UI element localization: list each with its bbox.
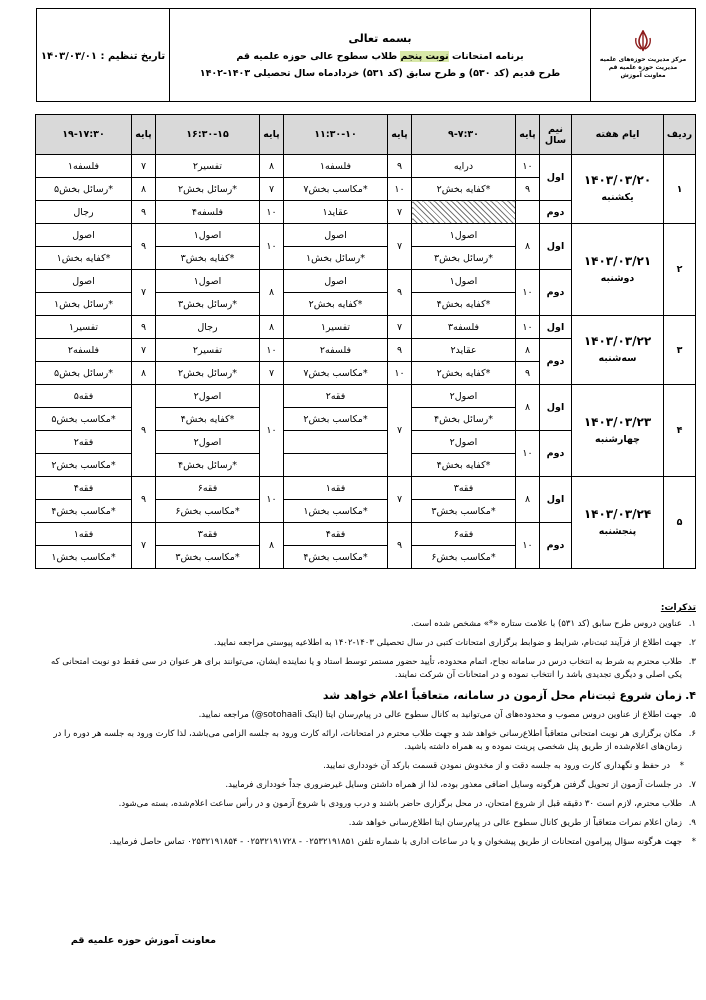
col-slot4: ۱۹-۱۷:۳۰ — [36, 115, 132, 155]
program-subtitle: طرح قدیم (کد ۵۳۰) و طرح سابق (کد ۵۳۱) خردادماه سال تحصیلی ۱۴۰۳-۱۴۰۲ — [199, 67, 561, 79]
paye-cell: ۷ — [132, 270, 156, 316]
note-text: جهت اطلاع از عناوین دروس مصوب و محدوده‌های آن می‌توانید به کانال سطوح عالی در پیام‌رسان ایتا (ایتک sotohaali@) مراجعه نمایید. — [198, 710, 682, 720]
paye-cell — [516, 201, 540, 224]
note-number: ۴. — [685, 689, 696, 702]
subject-cell: *رسائل بخش۱ — [284, 247, 388, 270]
paye-cell: ۹ — [516, 362, 540, 385]
note-bullet: * — [691, 837, 696, 847]
note-item — [36, 798, 696, 811]
note-item — [36, 637, 696, 650]
col-half: نیم سال — [540, 115, 572, 155]
subject-cell: *رسائل بخش۱ — [36, 293, 132, 316]
subject-cell: اصول۱ — [156, 224, 260, 247]
note-subitem — [36, 760, 696, 773]
note-item — [36, 709, 696, 722]
note-item-highlight — [36, 688, 696, 703]
col-paye: پایه — [388, 115, 412, 155]
half-label: اول — [540, 155, 572, 201]
date-label: تاریخ تنظیم : — [96, 50, 166, 62]
subject-cell: *مکاسب بخش۶ — [156, 500, 260, 523]
subject-cell: فلسفه۴ — [156, 201, 260, 224]
paye-cell: ۷ — [132, 339, 156, 362]
paye-cell: ۹ — [132, 477, 156, 523]
note-number: ۱. — [688, 619, 696, 629]
subject-cell: *رسائل بخش۲ — [156, 362, 260, 385]
subject-cell: *کفایه بخش۲ — [412, 178, 516, 201]
subject-cell: اصول۱ — [412, 270, 516, 293]
paye-cell: ۹ — [132, 316, 156, 339]
paye-cell: ۸ — [260, 523, 284, 569]
subject-cell: *رسائل بخش۴ — [156, 454, 260, 477]
program-title-pre: برنامه امتحانات — [448, 50, 524, 62]
note-item — [36, 728, 696, 754]
subject-cell: *مکاسب بخش۱ — [36, 546, 132, 569]
day-cell — [572, 477, 664, 569]
note-item — [36, 779, 696, 792]
paye-cell: ۷ — [388, 385, 412, 477]
note-text: مکان برگزاری هر نوبت امتحانی متعاقباً اطلاع‌رسانی خواهد شد و جهت طلاب محترم در امتحانات، ارائه کارت ورود به جلسه الزامی می‌باشد، لذا کارت ورود به جلسه هر دوره را در زمان‌های اعلام‌شده از طریق پنل شخصی پرینت نموده و به همراه داشته باشید. — [53, 729, 682, 752]
subject-cell: رجال — [36, 201, 132, 224]
subject-cell: اصول — [284, 270, 388, 293]
note-number: ۸. — [688, 799, 696, 809]
paye-cell: ۱۰ — [260, 477, 284, 523]
paye-cell: ۹ — [388, 339, 412, 362]
note-text: جهت هرگونه سؤال پیرامون امتحانات از طریق پیشخوان و یا در ساعات اداری با شماره تلفن ۰۲۵۳۲۱۹۱۸۵۱ - ۰۲۵۳۲۱۹۱۷۲۸ - ۰۲۵۳۲۱۹۱۸۵۴ تماس حاصل فرمایید. — [109, 837, 682, 847]
paye-cell: ۷ — [132, 155, 156, 178]
subject-cell: *مکاسب بخش۱ — [284, 500, 388, 523]
day-cell — [572, 155, 664, 224]
subject-cell: اصول۱ — [156, 270, 260, 293]
table-row — [36, 385, 696, 408]
paye-cell: ۱۰ — [388, 178, 412, 201]
paye-cell: ۷ — [388, 316, 412, 339]
paye-cell: ۷ — [388, 224, 412, 270]
day-weekday: چهارشنبه — [594, 433, 640, 445]
subject-cell: *مکاسب بخش۴ — [284, 546, 388, 569]
paye-cell: ۷ — [260, 362, 284, 385]
table-row — [36, 224, 696, 247]
col-day: ایام هفته — [572, 115, 664, 155]
col-row: ردیف — [664, 115, 696, 155]
paye-cell: ۹ — [388, 523, 412, 569]
paye-cell: ۸ — [516, 385, 540, 431]
paye-cell: ۱۰ — [260, 201, 284, 224]
logo-line-3: معاونت آموزش — [620, 72, 666, 79]
subject-cell: فقه۳ — [156, 523, 260, 546]
subject-cell: فلسفه۱ — [36, 155, 132, 178]
paye-cell: ۸ — [132, 362, 156, 385]
date-box — [37, 9, 170, 101]
paye-cell: ۷ — [132, 523, 156, 569]
notes-section — [36, 602, 696, 946]
subject-cell: تفسیر۱ — [36, 316, 132, 339]
table-row — [36, 155, 696, 178]
subject-cell: *کفایه بخش۴ — [412, 454, 516, 477]
subject-cell: *رسائل بخش۴ — [412, 408, 516, 431]
paye-cell: ۱۰ — [516, 316, 540, 339]
subject-cell: *کفایه بخش۲ — [284, 293, 388, 316]
paye-cell: ۱۰ — [516, 155, 540, 178]
subject-cell: *رسائل بخش۵ — [36, 178, 132, 201]
note-number: ۳. — [688, 657, 696, 667]
half-label: اول — [540, 224, 572, 270]
subject-cell: *مکاسب بخش۲ — [36, 454, 132, 477]
exam-schedule — [36, 114, 696, 569]
day-weekday: یکشنبه — [601, 192, 634, 203]
schedule-table — [35, 114, 696, 569]
signature: معاونت آموزش حوزه علمیه قم — [70, 935, 216, 946]
program-title-highlight: نوبت پنجم — [400, 50, 449, 62]
paye-cell: ۹ — [388, 270, 412, 316]
subject-cell: تفسیر۱ — [284, 316, 388, 339]
day-cell — [572, 316, 664, 385]
subject-cell: *رسائل بخش۳ — [156, 293, 260, 316]
day-date: ۱۴۰۳/۰۳/۲۳ — [583, 414, 652, 429]
header-row — [36, 115, 696, 155]
subject-cell: اصول — [36, 270, 132, 293]
half-label: دوم — [540, 201, 572, 224]
note-text: در حفظ و نگهداری کارت ورود به جلسه دقت و از مخدوش نمودن قسمت بارکد آن خودداری نمایید. — [323, 761, 670, 771]
note-number: ۹. — [688, 818, 696, 828]
subject-cell: فقه۱ — [284, 477, 388, 500]
note-item — [36, 817, 696, 830]
subject-cell: فقه۶ — [156, 477, 260, 500]
day-weekday: دوشنبه — [600, 272, 635, 284]
row-number: ۵ — [664, 477, 696, 569]
subject-cell: *رسائل بخش۳ — [412, 247, 516, 270]
note-text: زمان شروع ثبت‌نام محل آزمون در سامانه، متعاقباً اعلام خواهد شد — [322, 689, 682, 702]
subject-cell: *کفایه بخش۳ — [156, 247, 260, 270]
day-date: ۱۴۰۳/۰۳/۲۲ — [583, 334, 652, 348]
subject-cell: *مکاسب بخش۷ — [284, 362, 388, 385]
subject-cell: فقه۲ — [36, 431, 132, 454]
paye-cell: ۸ — [132, 178, 156, 201]
subject-cell: فلسفه۲ — [284, 339, 388, 362]
half-label: اول — [540, 477, 572, 523]
subject-cell: *رسائل بخش۲ — [156, 178, 260, 201]
subject-cell: فقه۴ — [36, 477, 132, 500]
day-weekday: پنجشنبه — [598, 525, 637, 537]
subject-cell: *کفایه بخش۱ — [36, 247, 132, 270]
day-cell — [572, 224, 664, 316]
notes-title: تذکرات: — [660, 603, 696, 613]
subject-cell: *کفایه بخش۲ — [412, 362, 516, 385]
row-number: ۴ — [664, 385, 696, 477]
subject-cell — [284, 431, 388, 454]
subject-cell: *مکاسب بخش۶ — [412, 546, 516, 569]
logo-line-2: مدیریت حوزه علمیه قم — [608, 64, 678, 71]
note-number: ۷. — [688, 780, 696, 790]
paye-cell: ۸ — [516, 339, 540, 362]
col-paye: پایه — [260, 115, 284, 155]
note-text: در جلسات آزمون از تحویل گرفتن هرگونه وسایل اضافی معذور بوده، لذا از همراه داشتن وسایل غیرضروری جداً خودداری فرمایید. — [225, 780, 682, 790]
note-item — [36, 656, 696, 682]
subject-cell: عقاید۱ — [284, 201, 388, 224]
subject-cell: رجال — [156, 316, 260, 339]
subject-cell: فقه۲ — [284, 385, 388, 408]
paye-cell: ۱۰ — [260, 224, 284, 270]
paye-cell: ۸ — [516, 224, 540, 270]
col-paye: پایه — [516, 115, 540, 155]
subject-cell: *مکاسب بخش۲ — [284, 408, 388, 431]
subject-cell: فلسفه۲ — [36, 339, 132, 362]
subject-cell: *رسائل بخش۵ — [36, 362, 132, 385]
paye-cell: ۸ — [260, 270, 284, 316]
subject-cell: *مکاسب بخش۴ — [36, 500, 132, 523]
emblem-icon — [633, 30, 653, 52]
subject-cell: *مکاسب بخش۳ — [156, 546, 260, 569]
paye-cell: ۸ — [516, 477, 540, 523]
paye-cell: ۸ — [260, 155, 284, 178]
subject-cell: تفسیر۲ — [156, 155, 260, 178]
issue-date — [41, 49, 165, 62]
page-title: بسمه تعالی — [348, 31, 412, 45]
program-title — [236, 51, 523, 62]
paye-cell: ۹ — [516, 178, 540, 201]
paye-cell: ۹ — [132, 201, 156, 224]
subject-cell: فلسفه۱ — [284, 155, 388, 178]
paye-cell: ۷ — [388, 201, 412, 224]
col-slot1: ۹-۷:۳۰ — [412, 115, 516, 155]
paye-cell: ۱۰ — [516, 523, 540, 569]
subject-cell: اصول۲ — [156, 385, 260, 408]
row-number: ۲ — [664, 224, 696, 316]
date-value: ۱۴۰۳/۰۳/۰۱ — [40, 50, 97, 62]
col-paye: پایه — [132, 115, 156, 155]
subject-cell: فقه۱ — [36, 523, 132, 546]
note-number: ۲. — [688, 638, 696, 648]
subject-cell: اصول۲ — [412, 385, 516, 408]
day-date: ۱۴۰۳/۰۳/۲۱ — [583, 253, 652, 268]
subject-cell: اصول — [284, 224, 388, 247]
note-number: ۶. — [688, 729, 696, 739]
half-label: اول — [540, 385, 572, 431]
subject-cell — [284, 454, 388, 477]
half-label: دوم — [540, 270, 572, 316]
subject-cell: تفسیر۲ — [156, 339, 260, 362]
subject-cell: *کفایه بخش۴ — [412, 293, 516, 316]
paye-cell: ۱۰ — [516, 431, 540, 477]
subject-cell: عقاید۲ — [412, 339, 516, 362]
paye-cell: ۹ — [132, 385, 156, 477]
note-text: طلاب محترم، لازم است ۳۰ دقیقه قبل از شروع امتحان، در محل برگزاری حاضر باشند و درب ورودی با شروع آزمون و در رأس ساعت اعلام‌شده، بسته می‌شود. — [118, 799, 682, 809]
subject-cell: فقه۵ — [36, 385, 132, 408]
subject-cell: درایه — [412, 155, 516, 178]
note-text: طلاب محترم به شرط به انتخاب درس در سامانه نجاح، اتمام محدوده، تأیید حضور مستمر توسط استاد و یا نماینده ایشان، می‌توانند برای هر عنوان در سی فقط دو نوبت امتحانی که یکی اصلی و دیگری تجدیدی باشد را انتخاب نموده و در امتحانات آن شرکت نمایند. — [50, 657, 682, 680]
table-row — [36, 316, 696, 339]
paye-cell: ۷ — [388, 477, 412, 523]
subject-cell: اصول۱ — [412, 224, 516, 247]
half-label: دوم — [540, 339, 572, 385]
subject-cell: *مکاسب بخش۷ — [284, 178, 388, 201]
note-text: عناوین دروس طرح سابق (کد ۵۳۱) با علامت ستاره «*» مشخص شده است. — [410, 619, 682, 629]
empty-hatched-cell — [412, 201, 516, 224]
paye-cell: ۷ — [260, 178, 284, 201]
logo-line-1: مرکز مدیریت حوزه‌های علمیه — [599, 56, 687, 63]
paye-cell: ۱۰ — [260, 339, 284, 362]
subject-cell: *مکاسب بخش۳ — [412, 500, 516, 523]
subject-cell: فلسفه۳ — [412, 316, 516, 339]
paye-cell: ۹ — [132, 224, 156, 270]
note-number: ۵. — [688, 710, 696, 720]
half-label: اول — [540, 316, 572, 339]
logo-box — [590, 9, 695, 101]
half-label: دوم — [540, 523, 572, 569]
day-date: ۱۴۰۳/۰۳/۲۰ — [583, 173, 652, 187]
note-item — [36, 836, 696, 849]
table-row — [36, 477, 696, 500]
subject-cell: فقه۴ — [284, 523, 388, 546]
row-number: ۱ — [664, 155, 696, 224]
day-cell — [572, 385, 664, 477]
note-item — [36, 618, 696, 631]
program-title-post: طلاب سطوح عالی حوزه علمیه قم — [236, 50, 401, 62]
subject-cell: اصول۲ — [156, 431, 260, 454]
paye-cell: ۹ — [388, 155, 412, 178]
subject-cell: فقه۳ — [412, 477, 516, 500]
subject-cell: *مکاسب بخش۵ — [36, 408, 132, 431]
subject-cell: اصول۲ — [412, 431, 516, 454]
page-header — [36, 8, 696, 102]
subject-cell: *کفایه بخش۴ — [156, 408, 260, 431]
col-slot2: ۱۱:۳۰-۱۰ — [284, 115, 388, 155]
subject-cell: فقه۶ — [412, 523, 516, 546]
paye-cell: ۱۰ — [516, 270, 540, 316]
row-number: ۳ — [664, 316, 696, 385]
day-date: ۱۴۰۳/۰۳/۲۴ — [583, 506, 652, 521]
half-label: دوم — [540, 431, 572, 477]
subject-cell: اصول — [36, 224, 132, 247]
day-weekday: سه‌شنبه — [598, 353, 637, 364]
col-slot3: ۱۶:۳۰-۱۵ — [156, 115, 260, 155]
note-text: جهت اطلاع از فرآیند ثبت‌نام، شرایط و ضوابط برگزاری امتحانات کتبی در سال تحصیلی ۱۴۰۳-۱۴۰۲ به اطلاعیه پیوستی مراجعه نمایید. — [213, 638, 682, 648]
paye-cell: ۱۰ — [260, 385, 284, 477]
header-titles — [171, 9, 589, 101]
paye-cell: ۱۰ — [388, 362, 412, 385]
paye-cell: ۸ — [260, 316, 284, 339]
note-text: زمان اعلام نمرات متعاقباً از طریق کانال سطوح عالی در پیام‌رسان ایتا اطلاع‌رسانی خواهد شد. — [348, 818, 682, 828]
note-bullet: * — [679, 761, 684, 771]
